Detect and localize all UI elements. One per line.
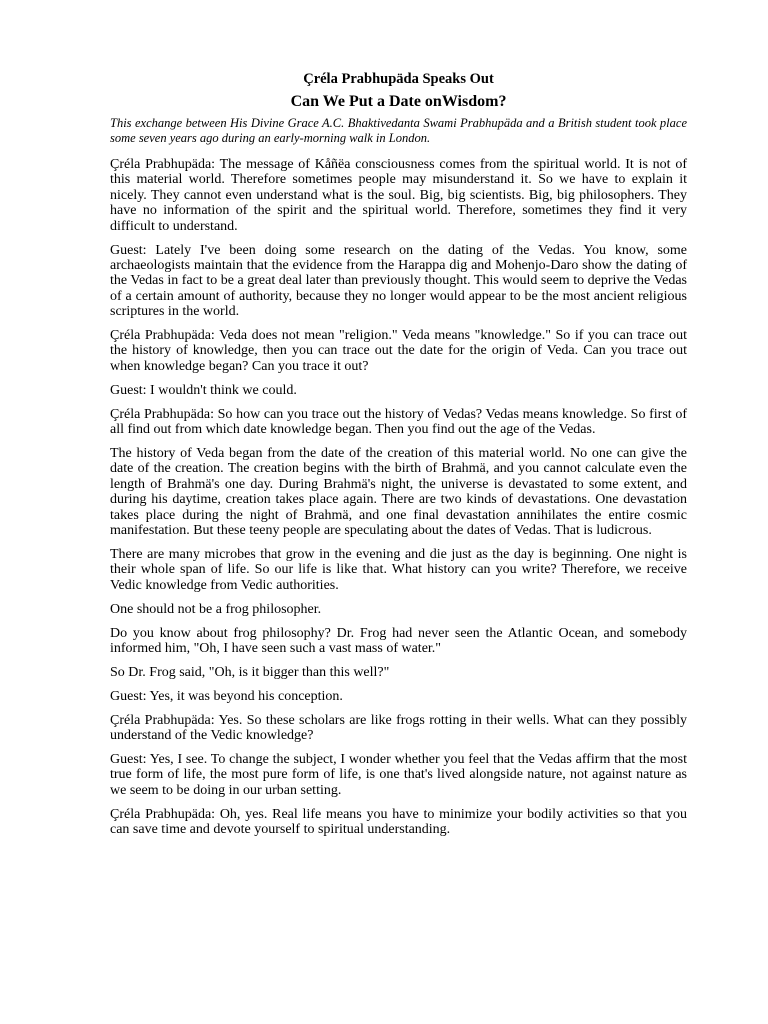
paragraph-6: The history of Veda began from the date of the creation of this material world. No one can give the date of the creation. The creation begins with the birth of Brahmä, and you cannot calculate even the length of Brahmä's one day. During Brahmä's night, the universe is devastated to some extent, and during his daytime, creation takes place again. There are two kinds of devastations. One devastation takes place during the night of Brahmä, and one final devastation annihilates the entire cosmic manifestation. But these teeny people are speculating about the dates of Vedas. That is ludicrous. bbox=[110, 446, 687, 539]
paragraph-14: Çréla Prabhupäda: Oh, yes. Real life means you have to minimize your bodily activities so that you can save time and devote yourself to spiritual understanding. bbox=[110, 806, 687, 838]
paragraph-11: Guest: Yes, it was beyond his conception. bbox=[110, 688, 343, 704]
paragraph-7: There are many microbes that grow in the evening and die just as the day is beginning. One night is their whole span of life. So our life is like that. What history can you write? Therefore, we receive Vedic knowledge from Vedic authorities. bbox=[110, 546, 687, 593]
paragraph-3: Çréla Prabhupäda: Veda does not mean "religion." Veda means "knowledge." So if you can trace out the history of knowledge, then you can trace out the date for the origin of Veda. Can you trace out when knowledge began? Can you trace it out? bbox=[110, 328, 687, 374]
paragraph-1: Çréla Prabhupäda: The message of Kåñëa consciousness comes from the spiritual world. It is not of this material world. Therefore sometimes people may misunderstand it. So we have to explain it nicely. They cannot even understand what is the soul. Big, big scientists. Big, big philosophers. They have no information of the spirit and the spiritual world. Therefore, sometimes they find it very difficult to understand. bbox=[110, 157, 687, 234]
intro-note: This exchange between His Divine Grace A.C. Bhaktivedanta Swami Prabhupäda and a British student took place some seven years ago during an early-morning walk in London. bbox=[110, 116, 687, 145]
paragraph-5: Çréla Prabhupäda: So how can you trace out the history of Vedas? Vedas means knowledge. So first of all find out from which date knowledge began. Then you find out the age of the Vedas. bbox=[110, 406, 687, 438]
paragraph-2: Guest: Lately I've been doing some research on the dating of the Vedas. You know, some archaeologists maintain that the evidence from the Harappa dig and Mohenjo-Daro show the dating of the Vedas in fact to be a great deal later than previously thought. This would seem to deprive the Vedas of a certain amount of authority, because they no longer would appear to be the most ancient religious scriptures in the world. bbox=[110, 242, 687, 320]
article-title: Can We Put a Date onWisdom? bbox=[290, 93, 507, 110]
document-page bbox=[110, 70, 687, 846]
paragraph-13: Guest: Yes, I see. To change the subject, I wonder whether you feel that the Vedas affirm that the most true form of life, the most pure form of life, is one that's lived alongside nature, not against nature as we seem to be doing in our urban setting. bbox=[110, 752, 687, 798]
paragraph-10: So Dr. Frog said, "Oh, is it bigger than this well?" bbox=[110, 664, 390, 680]
paragraph-8: One should not be a frog philosopher. bbox=[110, 601, 322, 617]
paragraph-4: Guest: I wouldn't think we could. bbox=[110, 382, 297, 398]
paragraph-9: Do you know about frog philosophy? Dr. Frog had never seen the Atlantic Ocean, and somebody informed him, "Oh, I have seen such a vast mass of water." bbox=[110, 625, 687, 656]
section-kicker: Çréla Prabhupäda Speaks Out bbox=[303, 71, 494, 87]
paragraph-12: Çréla Prabhupäda: Yes. So these scholars are like frogs rotting in their wells. What can they possibly understand of the Vedic knowledge? bbox=[110, 712, 687, 744]
